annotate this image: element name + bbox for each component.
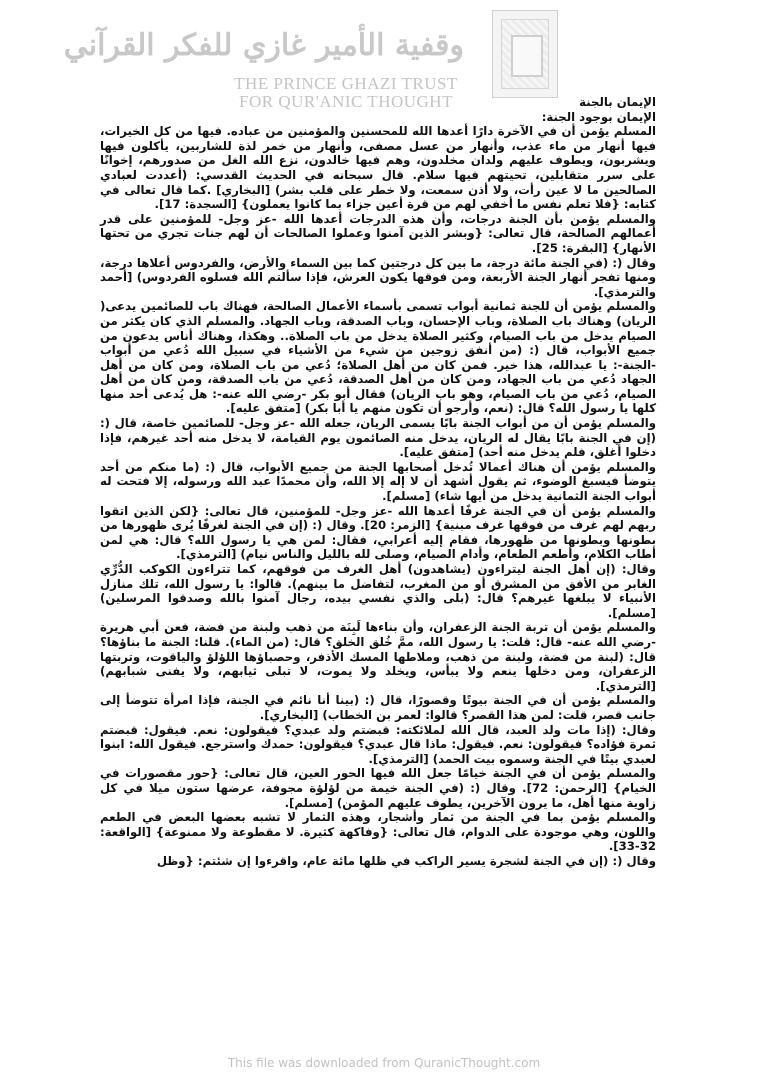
paragraph: والمسلم يؤمن أن للجنة ثمانية أبواب تسمى بأسماء الأعمال الصالحة، فهناك باب للصائمين يدعى( الريان) وهناك باب الصلاة، وباب الإحسان، وباب الصدقة، وباب الجهاد. والمسلم الذي كان يكثر من الصيام يدخل من باب الصيام، وكثير الصلاة يدخل من باب الصلاة.. وهكذا، وهناك أناس يدعون من جميع الأبواب، قال (: (من أنفق زوجين من شيء من الأشياء في سبيل الله دُعي من أبواب -الجنة-: يا عبدالله، هذا خير. فمن كان من أهل الصلاة؛ دُعي من باب الصلاة، ومن كان من أهل الجهاد دُعي من باب الجهاد، ومن كان من أهل الصدقة، دُعي من باب الصدقة، ومن كان من أهل الصيام، دُعي من باب الصيام، وهو باب الريان) فقال أبو بكر -رضي الله عنه-: هل يُدعى أحد منها كلها يا رسول الله؟ قال: (نعم، وأرجو أن تكون منهم يا أبا بكر) [متفق عليه]. bbox=[100, 299, 656, 416]
paragraph: والمسلم يؤمن أن في الجنة خيامًا جعل الله فيها الحور العين، قال تعالى: {حور مقصورات في الخيام} [الرحمن: 72]. وقال (: (في الجنة خيمة من لؤلؤة مجوفة، عرضها ستون ميلا في كل زاوية منها أهل، ما يرون الآخرين، يطوف عليهم المؤمن) [مسلم]. bbox=[100, 766, 657, 810]
paragraph: وقال (: (إن في الجنة لشجرة يسير الراكب في ظلها مائة عام، واقرءوا إن شئتم: {وظل bbox=[156, 853, 656, 868]
logo-arabic-calligraphy: وقفية الأمير غازي للفكر القرآني bbox=[63, 28, 464, 63]
paragraph: والمسلم يؤمن بأن الجنة درجات، وأن هذه الدرجات أعدها الله -عز وجل- للمؤمنين على قدر أعمالهم الصالحة، قال تعالى: {وبشر الذين آمنوا وعملوا الصالحات أن لهم جنات تجري من تحتها الأنهار} [البقرة: 25]. bbox=[100, 211, 656, 255]
paragraph: وقال: (إن أهل الجنة ليتراءون (يشاهدون) أهل الغرف من فوقهم، كما تتراءون الكوكب الدُّرِّي الغابر من الأفق من المشرق أو من المغرب، لتفاضل ما بينهم). قالوا: يا رسول الله، تلك منازل الأنبياء لا يبلغها غيرهم؟ قال: (بلى والذي نفسي بيده، رجال آمنوا بالله وصدقوا المرسلين) [مسلم]. bbox=[100, 562, 656, 620]
logo-english-line1: THE PRINCE GHAZI TRUST bbox=[234, 74, 458, 93]
header-logo bbox=[63, 10, 548, 111]
paragraph: وقال (: (في الجنة مائة درجة، ما بين كل درجتين كما بين السماء والأرض، والفردوس أعلاها درجة، ومنها تفجر أنهار الجنة الأربعة، ومن فوقها يكون العرش، فإذا سألتم الله فسلوه الفردوس) [أحمد والترمذي]. bbox=[100, 255, 656, 299]
paragraph: والمسلم يؤمن أن في الجنة بيوتًا وقصورًا، قال (: (بينا أنا نائم في الجنة، فإذا امرأة تتوضأ إلى جانب قصر، قلت: لمن هذا القصر؟ قالوا: لعمر بن الخطاب) [البخاري]. bbox=[100, 693, 656, 722]
trust-emblem-icon bbox=[492, 10, 558, 98]
paragraph: وقال: (إذا مات ولد العبد، قال الله لملائكته: قبضتم ولد عبدي؟ فيقولون: نعم. فيقول: قبضتم ثمرة فؤاده؟ فيقولون: نعم. فيقول: ماذا قال عبدي؟ فيقولون: حمدك واسترجع. فيقول الله: ابنوا لعبدي بيتًا في الجنة وسموه بيت الحمد) [الترمذي]. bbox=[100, 722, 656, 766]
paragraph: والمسلم يؤمن أن هناك أعمالا تُدخل أصحابها الجنة من جميع الأبواب، قال (: (ما منكم من أحد يتوضأ فيسبغ الوضوء، ثم يقول أشهد أن لا إله إلا الله، وأن محمدًا عبد الله ورسوله، إلا فتحت له أبواب الجنة الثمانية يدخل من أيها شاء) [مسلم]. bbox=[100, 459, 656, 504]
download-footer: This file was downloaded from QuranicThought.com bbox=[227, 1056, 541, 1070]
paragraph: المسلم يؤمن أن في الآخرة دارًا أعدها الله للمحسنين والمؤمنين من عباده. فيها من كل الخيرات، فيها أنهار من ماء عذب، وأنهار من عسل مصفى، وأنهار من خمر لذة للشاربين، يأكلون فيها ويشربون، ويطوف عليهم ولدان مخلدون، وهم فيها خالدون، نزع الله الغل من صدورهم، إخوانًا على سرر متقابلين، تحيتهم فيها سلام. قال سبحانه في الحديث القدسي: (أعددت لعبادي الصالحين ما لا عين رأت، ولا أذن سمعت، ولا خطر على قلب بشر) [البخاري] .كما قال تعالى في كتابه: {فلا تعلم نفس ما أخفي لهم من قرة أعين جزاء بما كانوا يعملون} [السجدة: 17]. bbox=[100, 124, 656, 212]
document-subtitle: الإيمان بوجود الجنة: bbox=[541, 109, 656, 124]
document-body bbox=[100, 95, 656, 868]
paragraph: والمسلم يؤمن أن تربة الجنة الزعفران، وأن بناءها لَبِنَة من ذهب ولبنة من فضة، فعن أبي هريرة -رضي الله عنه- قال: قلت: يا رسول الله، ممَّ خُلق الخلق؟ قال: (من الماء). قلنا: الجنة ما بناؤها؟ قال: (لبنة من فضة، ولبنة من ذهب، وملاطها المسك الأذفر، وحصباؤها اللؤلؤ والياقوت، وتربتها الزعفران، ومن دخلها ينعم ولا يبأس، ويخلد ولا يموت، لا تبلى ثيابهم، ولا يفنى شبابهم) [الترمذي]. bbox=[100, 620, 656, 693]
paragraph: والمسلم يؤمن أن في الجنة غرفًا أعدها الله -عز وجل- للمؤمنين، قال تعالى: {لكن الذين اتقوا ربهم لهم غرف من فوقها غرف مبنية} [الزمر: 20]. وقال (: (إن في الجنة لغرفًا يُرى ظهورها من بطونها وبطونها من ظهورها، فقام إليه أعرابي، فقال: لمن هي يا رسول الله؟ قال: هي لمن أطاب الكلام، وأطعم الطعام، وأدام الصيام، وصلى لله بالليل والناس نيام) [الترمذي]. bbox=[100, 503, 656, 562]
logo-english-line2: FOR QUR'ANIC THOUGHT bbox=[239, 92, 453, 111]
emblem-core bbox=[511, 35, 543, 77]
paragraph: والمسلم يؤمن بما في الجنة من ثمار وأشجار، وهذه الثمار لا تشبه بعضها البعض في الطعم واللون، وهي موجودة على الدوام، قال تعالى: {وفاكهة كثيرة. لا مقطوعة ولا ممنوعة} [الواقعة: 32-33]. bbox=[100, 810, 656, 854]
paragraph: والمسلم يؤمن أن من أبواب الجنة بابًا يسمى الريان، جعله الله -عز وجل- للصائمين خاصة، قال (: (إن في الجنة بابًا يقال له الريان، يدخل منه الصائمون يوم القيامة، لا يدخل منه أحد غيرهم، فإذا دخلوا أغلق، فلم يدخل منه أحد) [متفق عليه]. bbox=[100, 416, 656, 460]
document-title: الإيمان بالجنة bbox=[579, 95, 656, 109]
